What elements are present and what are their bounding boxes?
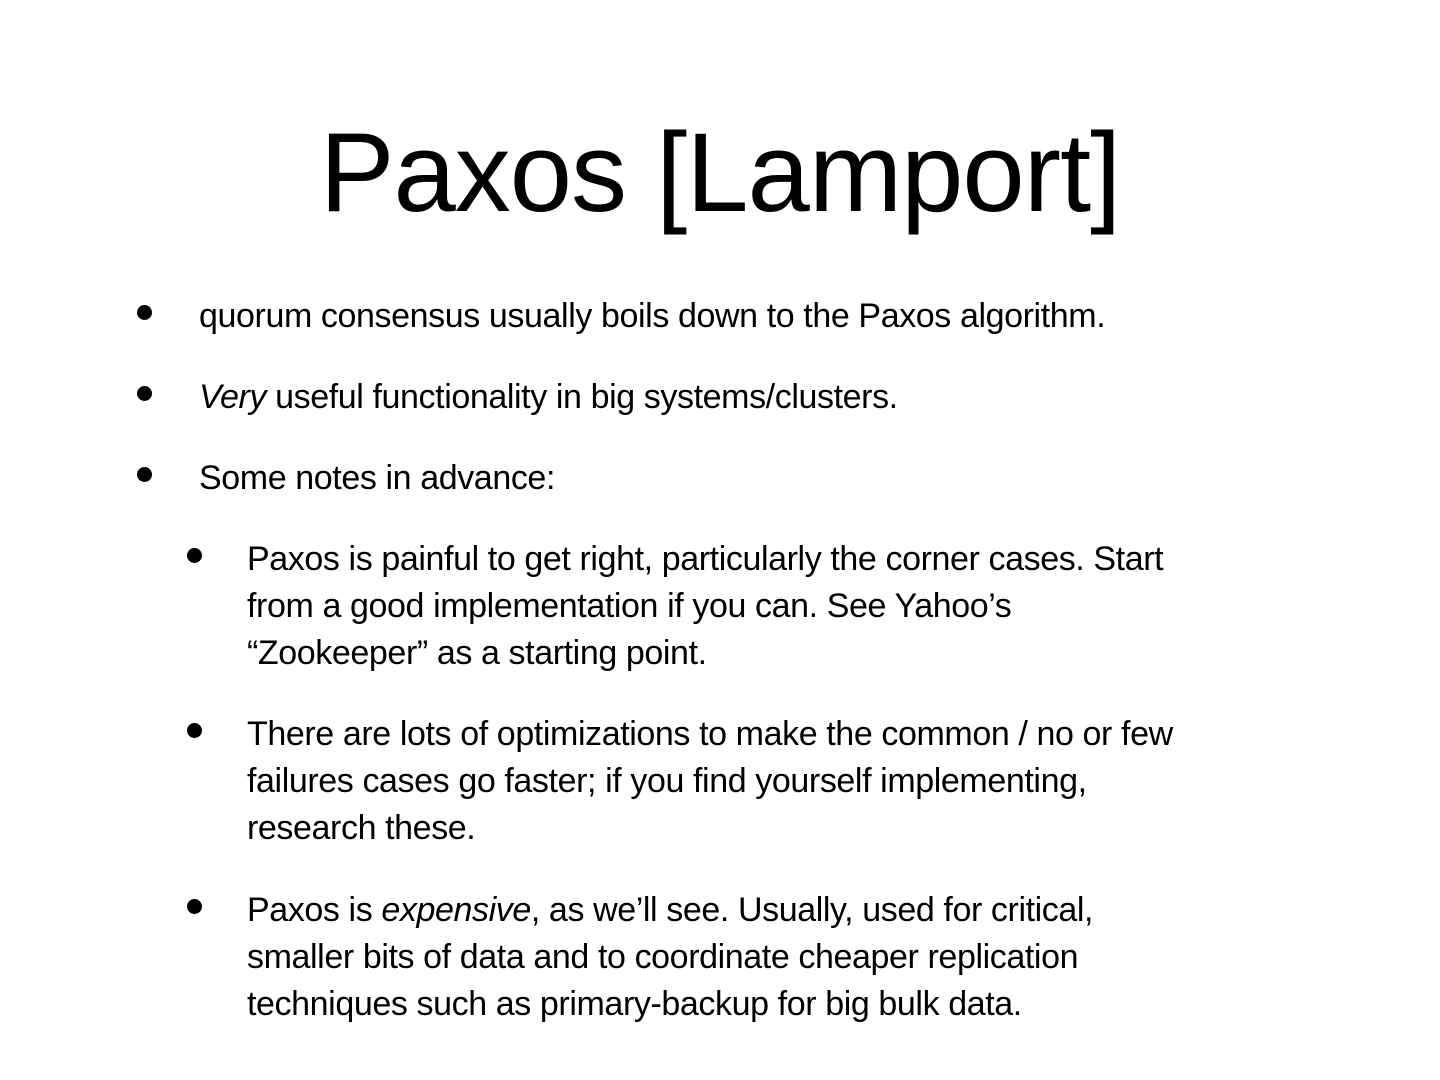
slide-title: Paxos [Lamport] [319, 110, 1121, 235]
sub-bullet-item [247, 536, 1377, 677]
bullet-dot-icon [137, 386, 152, 401]
bullet-item [199, 374, 1379, 421]
bullet-dot-icon [187, 899, 202, 914]
bullet-text [199, 374, 1379, 421]
emphasis-text: Very [199, 378, 267, 416]
sub-bullet-item [247, 711, 1377, 852]
bullet-text-rest: useful functionality in big systems/clusters. [266, 378, 898, 416]
sub-bullet-line: Paxos is painful to get right, particularly the corner cases. Start [247, 540, 1164, 578]
sub-bullet-text: , as we’ll see. Usually, used for critical, [530, 891, 1094, 929]
emphasis-text: expensive [381, 891, 531, 929]
sub-bullet-line [247, 887, 1377, 934]
bullet-item [199, 293, 1379, 340]
bullet-text: quorum consensus usually boils down to the Paxos algorithm. [199, 297, 1106, 335]
bullet-text: Some notes in advance: [199, 459, 555, 497]
bullet-dot-icon [187, 723, 202, 738]
sub-bullet-line: There are lots of optimizations to make the common / no or few [247, 715, 1173, 753]
sub-bullet-line: techniques such as primary-backup for big bulk data. [247, 985, 1022, 1023]
sub-bullet-line: research these. [247, 809, 476, 847]
sub-bullet-line: from a good implementation if you can. See Yahoo’s [247, 587, 1012, 625]
bullet-dot-icon [137, 305, 152, 320]
sub-bullet-text: Paxos is [247, 891, 382, 929]
bullet-dot-icon [137, 467, 152, 482]
sub-bullet-line: failures cases go faster; if you find yourself implementing, [247, 762, 1087, 800]
sub-bullet-item [247, 887, 1377, 1028]
sub-bullet-line: smaller bits of data and to coordinate cheaper replication [247, 938, 1079, 976]
bullet-dot-icon [187, 548, 202, 563]
sub-bullet-line: “Zookeeper” as a starting point. [247, 634, 707, 672]
bullet-item [199, 455, 1379, 502]
